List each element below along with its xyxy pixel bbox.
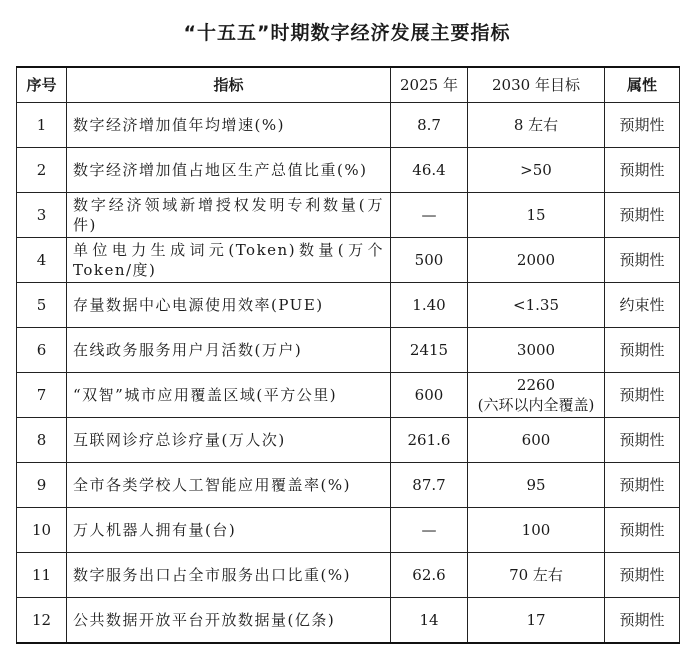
row-value-2025: 8.7 xyxy=(391,103,468,148)
header-attribute: 属性 xyxy=(605,67,680,103)
row-attribute: 预期性 xyxy=(605,463,680,508)
row-value-2025: 500 xyxy=(391,238,468,283)
row-value-2025: 261.6 xyxy=(391,418,468,463)
row-indicator: 互联网诊疗总诊疗量(万人次) xyxy=(67,418,391,463)
table-row xyxy=(17,238,680,283)
row-value-2025: 14 xyxy=(391,598,468,643)
row-indicator: 单位电力生成词元(Token)数量(万个Token/度) xyxy=(67,238,391,283)
row-index: 11 xyxy=(17,553,67,598)
indicator-table xyxy=(16,66,680,644)
row-index: 7 xyxy=(17,373,67,418)
table-row xyxy=(17,418,680,463)
row-attribute: 预期性 xyxy=(605,418,680,463)
row-index: 1 xyxy=(17,103,67,148)
row-target-2030: 70 左右 xyxy=(468,553,605,598)
row-index: 5 xyxy=(17,283,67,328)
row-value-2025: 1.40 xyxy=(391,283,468,328)
row-target-2030: 95 xyxy=(468,463,605,508)
row-target-2030: 17 xyxy=(468,598,605,643)
page-title: “十五五”时期数字经济发展主要指标 xyxy=(183,22,511,44)
row-index: 2 xyxy=(17,148,67,193)
table-row xyxy=(17,193,680,238)
row-index: 4 xyxy=(17,238,67,283)
row-attribute: 约束性 xyxy=(605,283,680,328)
row-index: 6 xyxy=(17,328,67,373)
row-indicator: 数字经济增加值占地区生产总值比重(%) xyxy=(67,148,391,193)
row-index: 12 xyxy=(17,598,67,643)
row-indicator: 在线政务服务用户月活数(万户) xyxy=(67,328,391,373)
table-row xyxy=(17,598,680,643)
row-index: 3 xyxy=(17,193,67,238)
row-indicator: 存量数据中心电源使用效率(PUE) xyxy=(67,283,391,328)
table-header-row xyxy=(17,67,680,103)
row-indicator: 全市各类学校人工智能应用覆盖率(%) xyxy=(67,463,391,508)
row-target-2030 xyxy=(468,373,605,418)
row-indicator: 公共数据开放平台开放数据量(亿条) xyxy=(67,598,391,643)
row-value-2025: — xyxy=(391,508,468,553)
row-indicator: 数字经济增加值年均增速(%) xyxy=(67,103,391,148)
header-2030-target: 2030 年目标 xyxy=(468,67,605,103)
row-attribute: 预期性 xyxy=(605,103,680,148)
row-target-2030-note: (六环以内全覆盖) xyxy=(477,396,595,414)
row-target-2030-value: 2260 xyxy=(516,376,556,394)
table-row xyxy=(17,103,680,148)
row-target-2030: 2000 xyxy=(468,238,605,283)
row-value-2025: 62.6 xyxy=(391,553,468,598)
row-index: 8 xyxy=(17,418,67,463)
header-index: 序号 xyxy=(17,67,67,103)
row-attribute: 预期性 xyxy=(605,373,680,418)
row-attribute: 预期性 xyxy=(605,328,680,373)
row-index: 10 xyxy=(17,508,67,553)
table-row xyxy=(17,283,680,328)
table-row xyxy=(17,508,680,553)
row-target-2030: 100 xyxy=(468,508,605,553)
row-target-2030: 15 xyxy=(468,193,605,238)
table-row xyxy=(17,373,680,418)
row-target-2030: 8 左右 xyxy=(468,103,605,148)
row-target-2030: 600 xyxy=(468,418,605,463)
row-target-2030: <1.35 xyxy=(468,283,605,328)
row-index: 9 xyxy=(17,463,67,508)
table-row xyxy=(17,328,680,373)
table-row xyxy=(17,553,680,598)
row-indicator: 数字经济领域新增授权发明专利数量(万件) xyxy=(67,193,391,238)
row-value-2025: 87.7 xyxy=(391,463,468,508)
row-attribute: 预期性 xyxy=(605,238,680,283)
row-target-2030: 3000 xyxy=(468,328,605,373)
row-attribute: 预期性 xyxy=(605,598,680,643)
row-value-2025: 600 xyxy=(391,373,468,418)
row-attribute: 预期性 xyxy=(605,193,680,238)
table-row xyxy=(17,463,680,508)
row-attribute: 预期性 xyxy=(605,553,680,598)
row-attribute: 预期性 xyxy=(605,508,680,553)
row-indicator: 数字服务出口占全市服务出口比重(%) xyxy=(67,553,391,598)
table-row xyxy=(17,148,680,193)
row-target-2030: >50 xyxy=(468,148,605,193)
row-value-2025: 46.4 xyxy=(391,148,468,193)
header-2025: 2025 年 xyxy=(391,67,468,103)
row-attribute: 预期性 xyxy=(605,148,680,193)
header-indicator: 指标 xyxy=(67,67,391,103)
row-indicator: “双智”城市应用覆盖区域(平方公里) xyxy=(67,373,391,418)
row-value-2025: — xyxy=(391,193,468,238)
row-indicator: 万人机器人拥有量(台) xyxy=(67,508,391,553)
row-value-2025: 2415 xyxy=(391,328,468,373)
